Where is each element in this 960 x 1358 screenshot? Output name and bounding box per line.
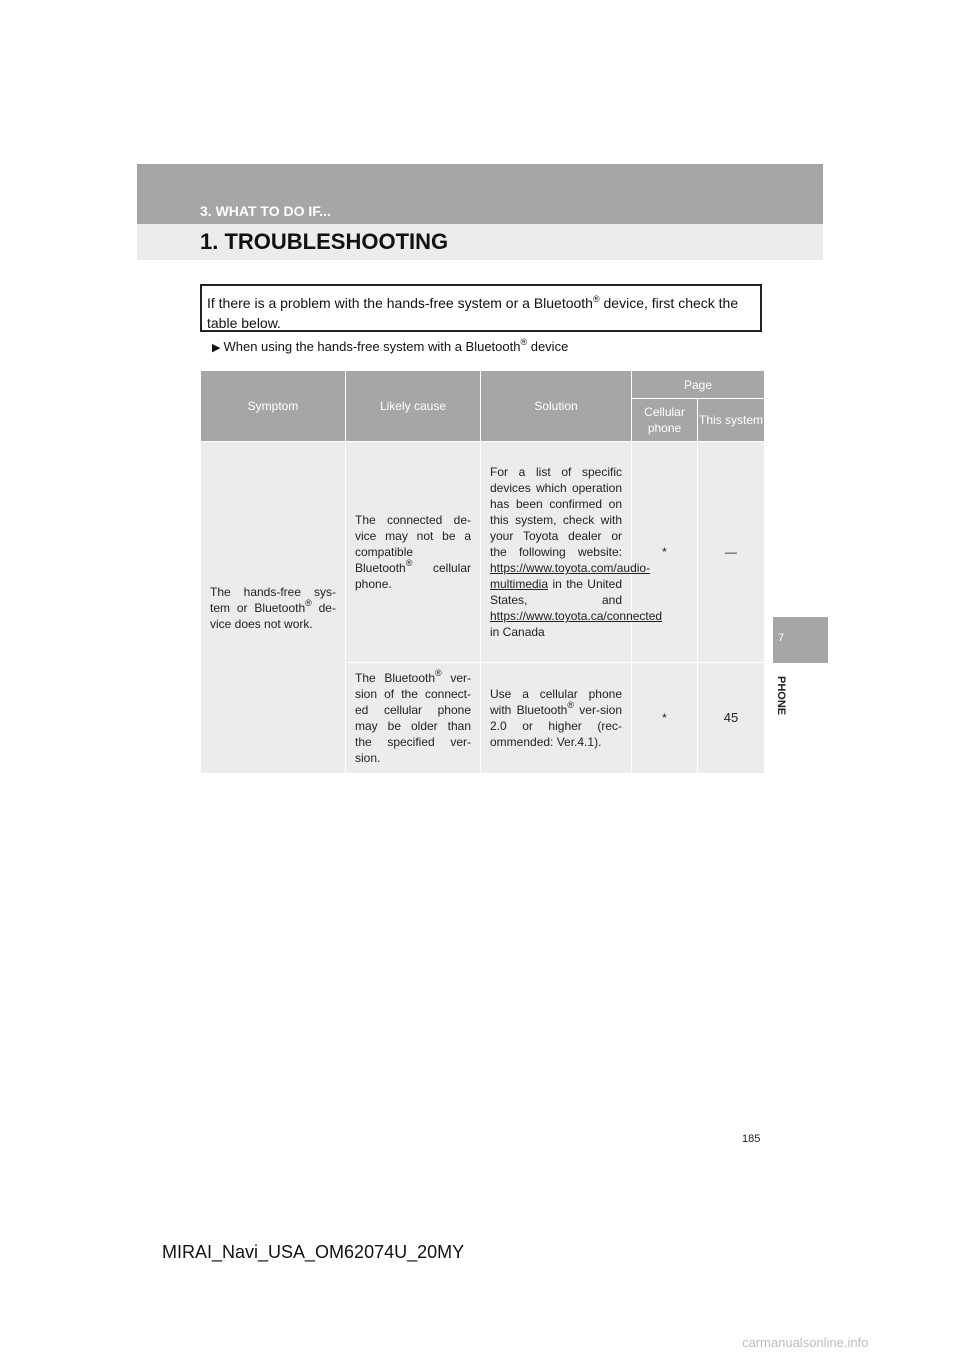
intro-box: [200, 284, 762, 332]
registered-mark: ®: [592, 294, 600, 304]
arrow-right-icon: ▶: [212, 342, 221, 354]
watermark: carmanualsonline.info: [742, 1335, 869, 1350]
header-solution: Solution: [481, 371, 632, 442]
registered-mark: ®: [567, 700, 574, 710]
cellular-phone-page-cell: *: [632, 663, 698, 774]
toyota-usa-link[interactable]: https://www.toyota.com/audio-multimedia: [490, 561, 651, 591]
section-label: 3. WHAT TO DO IF...: [200, 203, 331, 219]
header-cellular-phone: Cellular phone: [632, 399, 698, 442]
registered-mark: ®: [405, 558, 413, 568]
this-system-page-cell: —: [698, 442, 765, 663]
registered-mark: ®: [435, 668, 442, 678]
registered-mark: ®: [520, 337, 528, 347]
troubleshooting-table: [200, 370, 765, 774]
document-id: MIRAI_Navi_USA_OM62074U_20MY: [162, 1242, 465, 1262]
intro-text-end: device, first check the table below.: [207, 295, 739, 331]
subheading: [212, 339, 568, 354]
cause-cell: The connected de-vice may not be a compatible Bluetooth® cellular phone.: [346, 442, 481, 663]
header-this-system: This system: [698, 399, 765, 442]
chapter-tab-number: 7: [778, 632, 785, 644]
page-title: 1. TROUBLESHOOTING: [200, 229, 449, 254]
subheading-text-end: device: [527, 339, 569, 354]
this-system-page-cell[interactable]: 45: [698, 663, 765, 774]
solution-cell: For a list of specific devices which operation has been confirmed on this system, check with your Toyota dealer or the following website: https://www.toyota.com/audio-multimedia in the United States, and https://www.toyota.ca/connected in Canada: [481, 442, 632, 663]
header-likely-cause: Likely cause: [346, 371, 481, 442]
toyota-canada-link[interactable]: https://www.toyota.ca/connected: [490, 609, 663, 623]
subheading-text: When using the hands-free system with a Bluetooth: [223, 339, 521, 354]
registered-mark: ®: [305, 597, 312, 608]
header-page: Page: [632, 371, 765, 399]
cellular-phone-page-cell: *: [632, 442, 698, 663]
header-symptom: Symptom: [201, 371, 346, 442]
chapter-tab-label: PHONE: [775, 676, 787, 716]
intro-text: If there is a problem with the hands-free system or a Bluetooth: [207, 295, 593, 311]
page-number: 185: [742, 1133, 761, 1145]
cause-cell: The Bluetooth® ver-sion of the connect-ed cellular phone may be older than the specified ver-sion.: [346, 663, 481, 774]
solution-cell: Use a cellular phone with Bluetooth® ver-sion 2.0 or higher (rec-ommended: Ver.4.1).: [481, 663, 632, 774]
table-row: [201, 442, 765, 663]
symptom-cell: The hands-free sys-tem or Bluetooth® de-vice does not work.: [201, 442, 346, 774]
